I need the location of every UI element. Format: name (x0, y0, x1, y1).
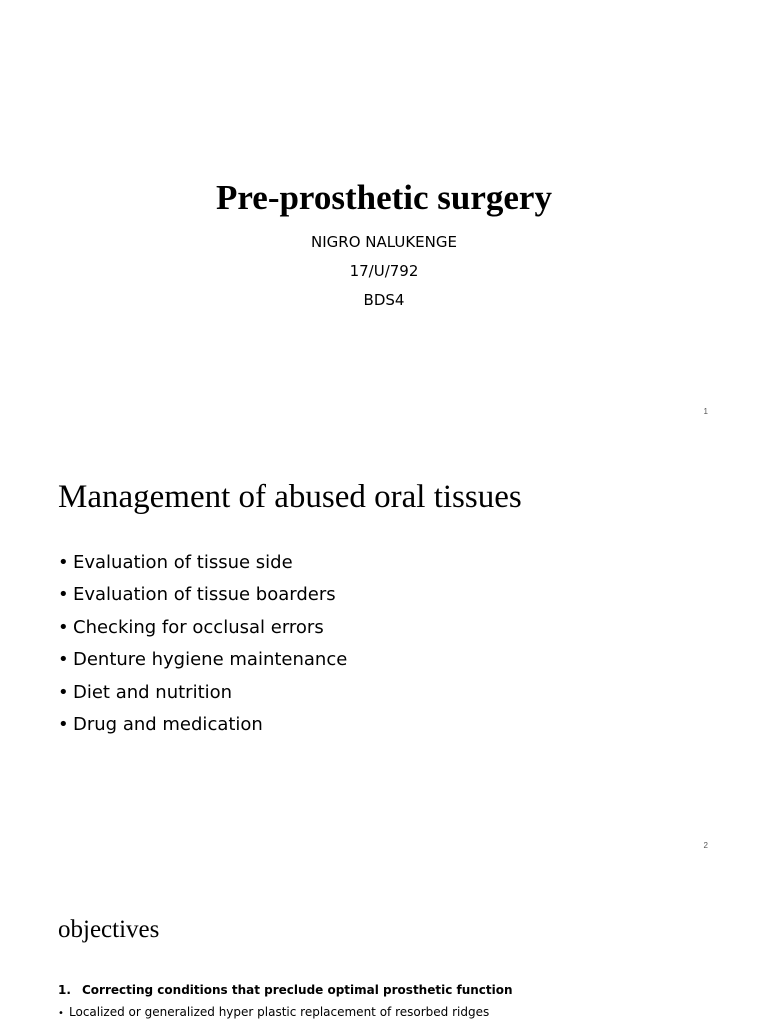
bullet-list (58, 547, 347, 741)
bullet-icon: • (58, 616, 69, 638)
slide-title: Management of abused oral tissues (58, 479, 522, 515)
list-item: • Evaluation of tissue side (58, 547, 347, 579)
objective-heading (58, 983, 513, 997)
author-name: NIGRO NALUKENGE (311, 233, 457, 251)
bullet-icon: • (58, 714, 69, 736)
presentation-title: Pre-prosthetic surgery (216, 178, 552, 217)
list-item: • Evaluation of tissue boarders (58, 579, 347, 611)
bullet-icon: • (58, 584, 69, 606)
slide-2 (0, 433, 768, 866)
objective-heading-text: Correcting conditions that preclude optimal prosthetic function (82, 983, 513, 997)
bullet-icon: • (58, 552, 69, 573)
registration-number: 17/U/792 (349, 262, 419, 280)
subtitle-block (0, 228, 768, 315)
page-number: 1 (703, 407, 708, 416)
bullet-icon: • (58, 1008, 64, 1019)
list-item: • Localized or generalized hyper plastic replacement of resorbed ridges (58, 1005, 490, 1019)
slide-1 (0, 0, 768, 433)
list-item: • Drug and medication (58, 709, 347, 741)
list-item: • Diet and nutrition (58, 677, 347, 709)
list-item: • Checking for occlusal errors (58, 612, 347, 644)
slide-title: objectives (58, 916, 160, 943)
list-item: • Denture hygiene maintenance (58, 644, 347, 676)
objective-number: 1. (58, 983, 71, 997)
class-label: BDS4 (363, 291, 405, 309)
bullet-icon: • (58, 681, 69, 703)
slide-3 (0, 866, 768, 1024)
bullet-icon: • (58, 649, 69, 671)
page-number: 2 (703, 841, 708, 850)
